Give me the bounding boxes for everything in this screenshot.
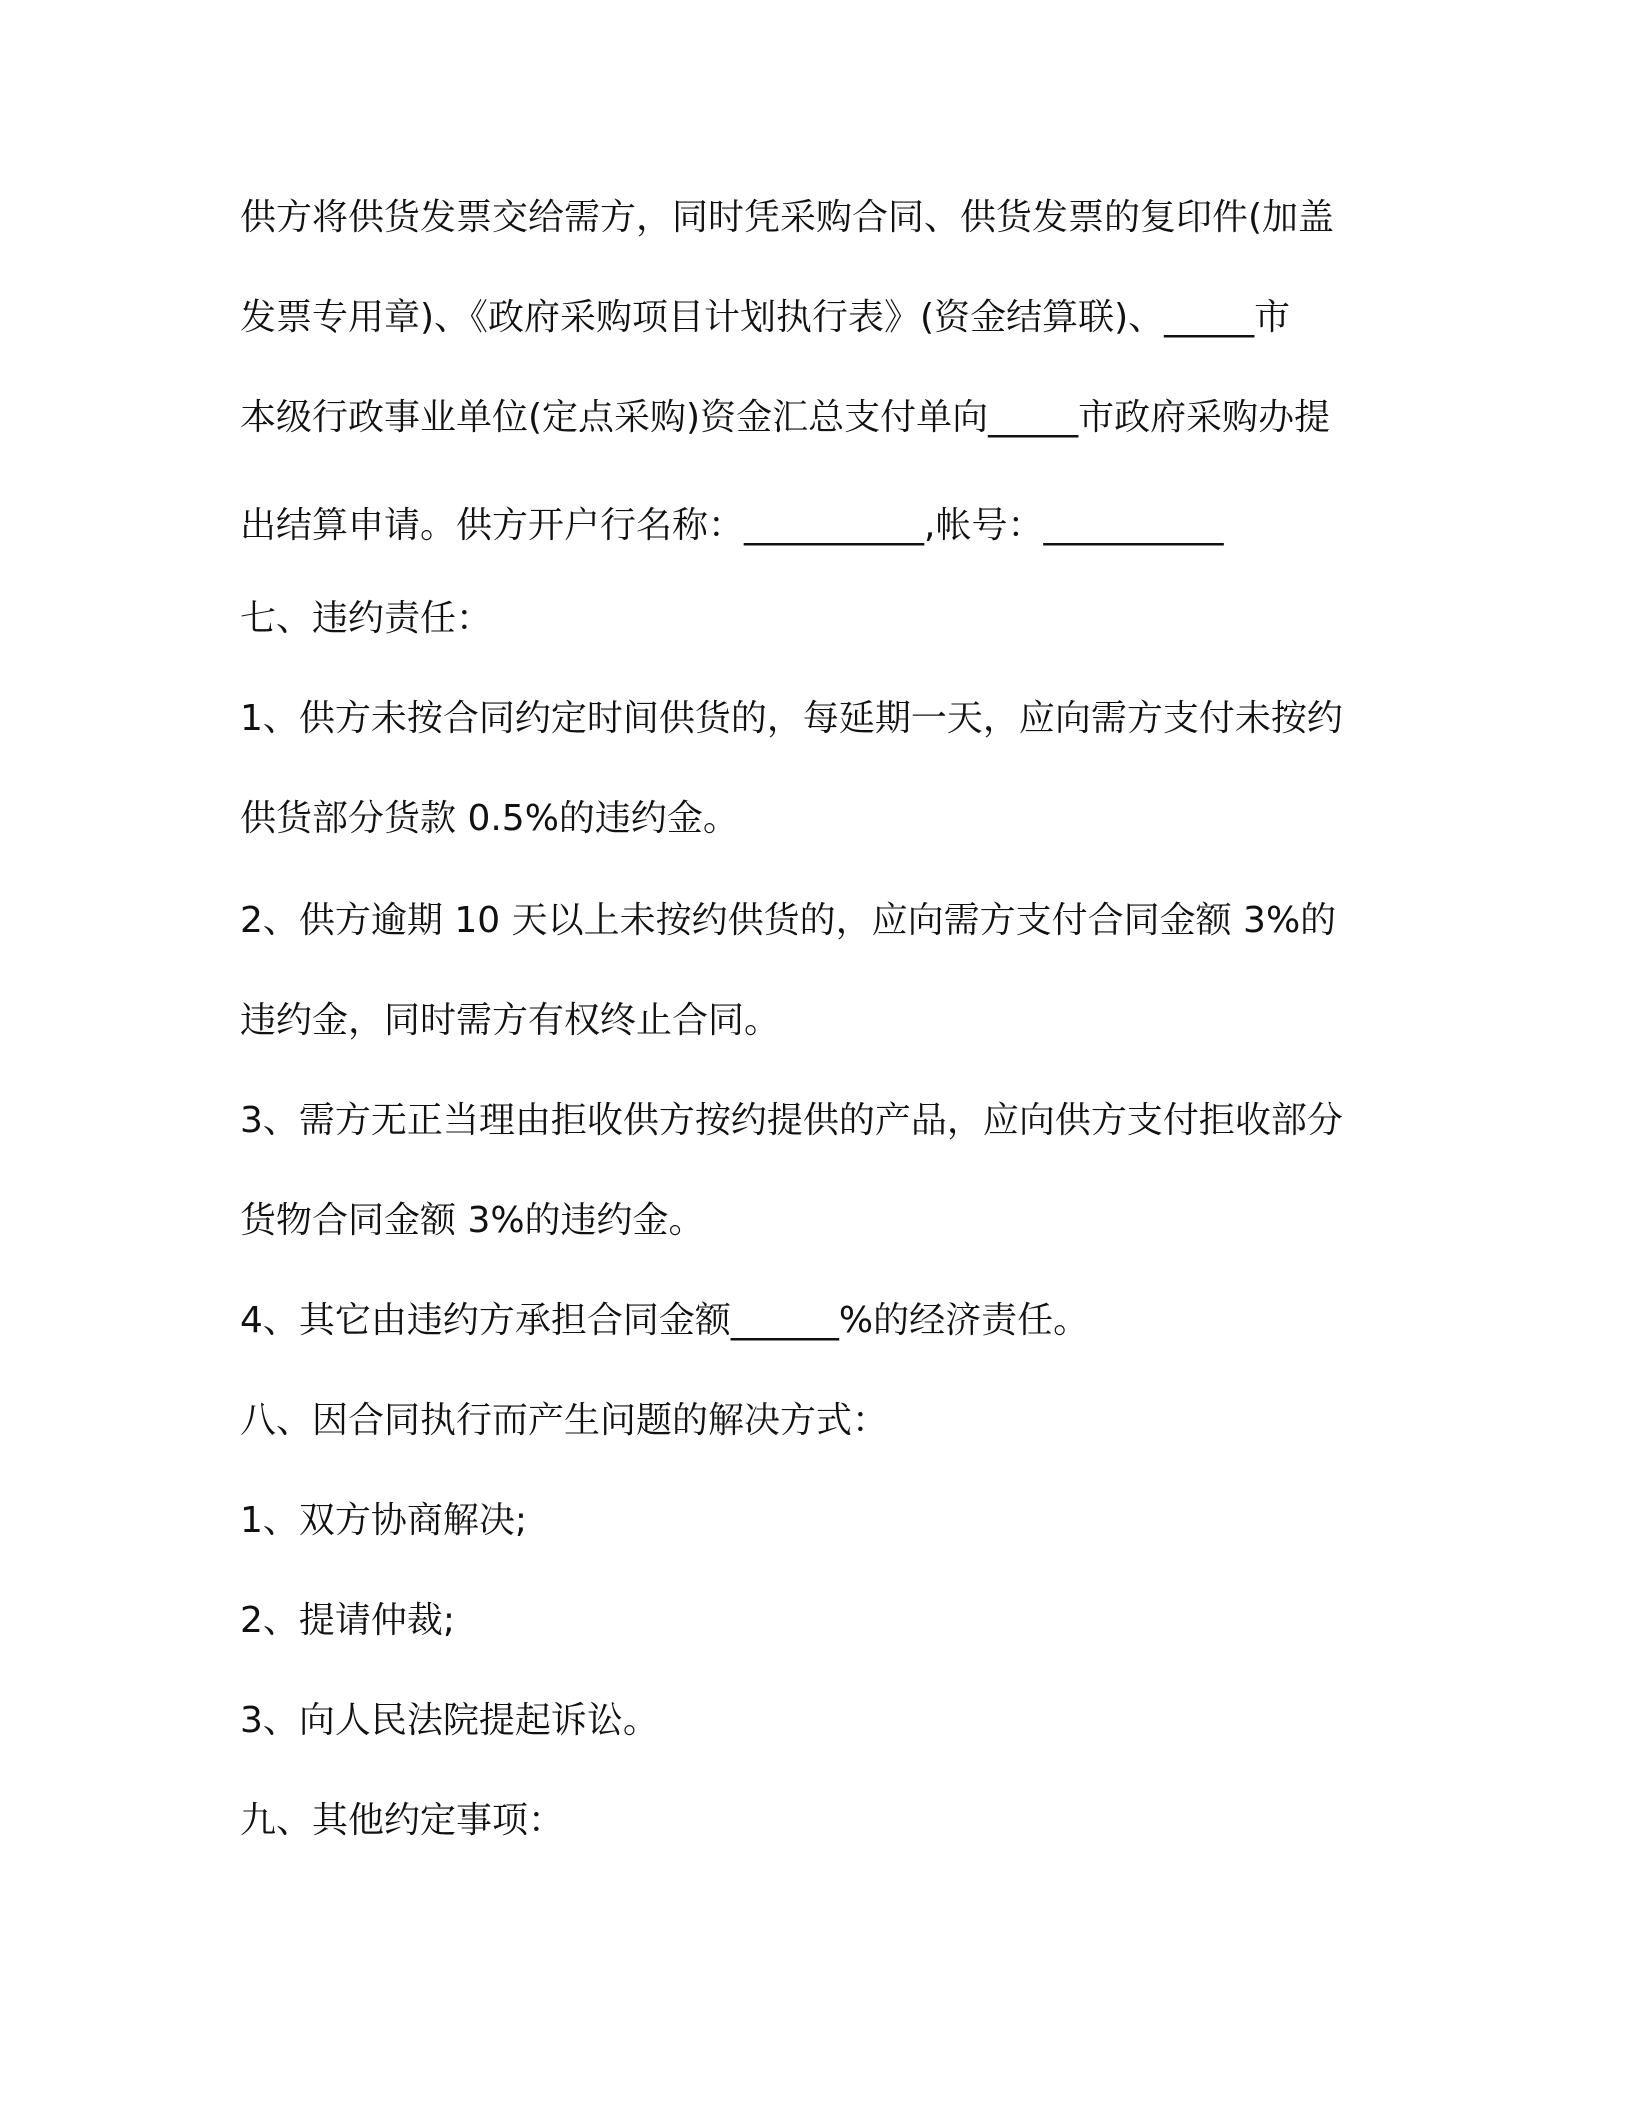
breach-clause-2-line-2: 违约金，同时需方有权终止合同。 bbox=[240, 1000, 781, 1041]
section-heading-dispute: 八、因合同执行而产生问题的解决方式： bbox=[240, 1400, 889, 1441]
payment-text-line-2: 发票专用章)、《政府采购项目计划执行表》(资金结算联)、_____市 bbox=[240, 297, 1291, 338]
dispute-option-2: 2、提请仲裁; bbox=[240, 1600, 456, 1641]
breach-clause-4: 4、其它由违约方承担合同金额______%的经济责任。 bbox=[240, 1300, 1090, 1341]
payment-text-line-1: 供方将供货发票交给需方，同时凭采购合同、供货发票的复印件(加盖 bbox=[240, 197, 1335, 238]
breach-clause-1-line-2: 供货部分货款 0.5%的违约金。 bbox=[240, 798, 739, 839]
payment-text-line-3: 本级行政事业单位(定点采购)资金汇总支付单向_____市政府采购办提 bbox=[240, 397, 1331, 438]
breach-clause-1-line-1: 1、供方未按合同约定时间供货的，每延期一天，应向需方支付未按约 bbox=[240, 698, 1343, 739]
breach-clause-3-line-1: 3、需方无正当理由拒收供方按约提供的产品，应向供方支付拒收部分 bbox=[240, 1100, 1343, 1141]
dispute-option-1: 1、双方协商解决; bbox=[240, 1500, 528, 1541]
breach-clause-2-line-1: 2、供方逾期 10 天以上未按约供货的，应向需方支付合同金额 3%的 bbox=[240, 900, 1337, 941]
payment-text-line-4: 出结算申请。供方开户行名称：__________,帐号：__________ bbox=[240, 505, 1224, 546]
dispute-option-3: 3、向人民法院提起诉讼。 bbox=[240, 1700, 659, 1741]
section-heading-breach: 七、违约责任： bbox=[240, 598, 493, 639]
breach-clause-3-line-2: 货物合同金额 3%的违约金。 bbox=[240, 1200, 705, 1241]
section-heading-other: 九、其他约定事项： bbox=[240, 1800, 565, 1841]
